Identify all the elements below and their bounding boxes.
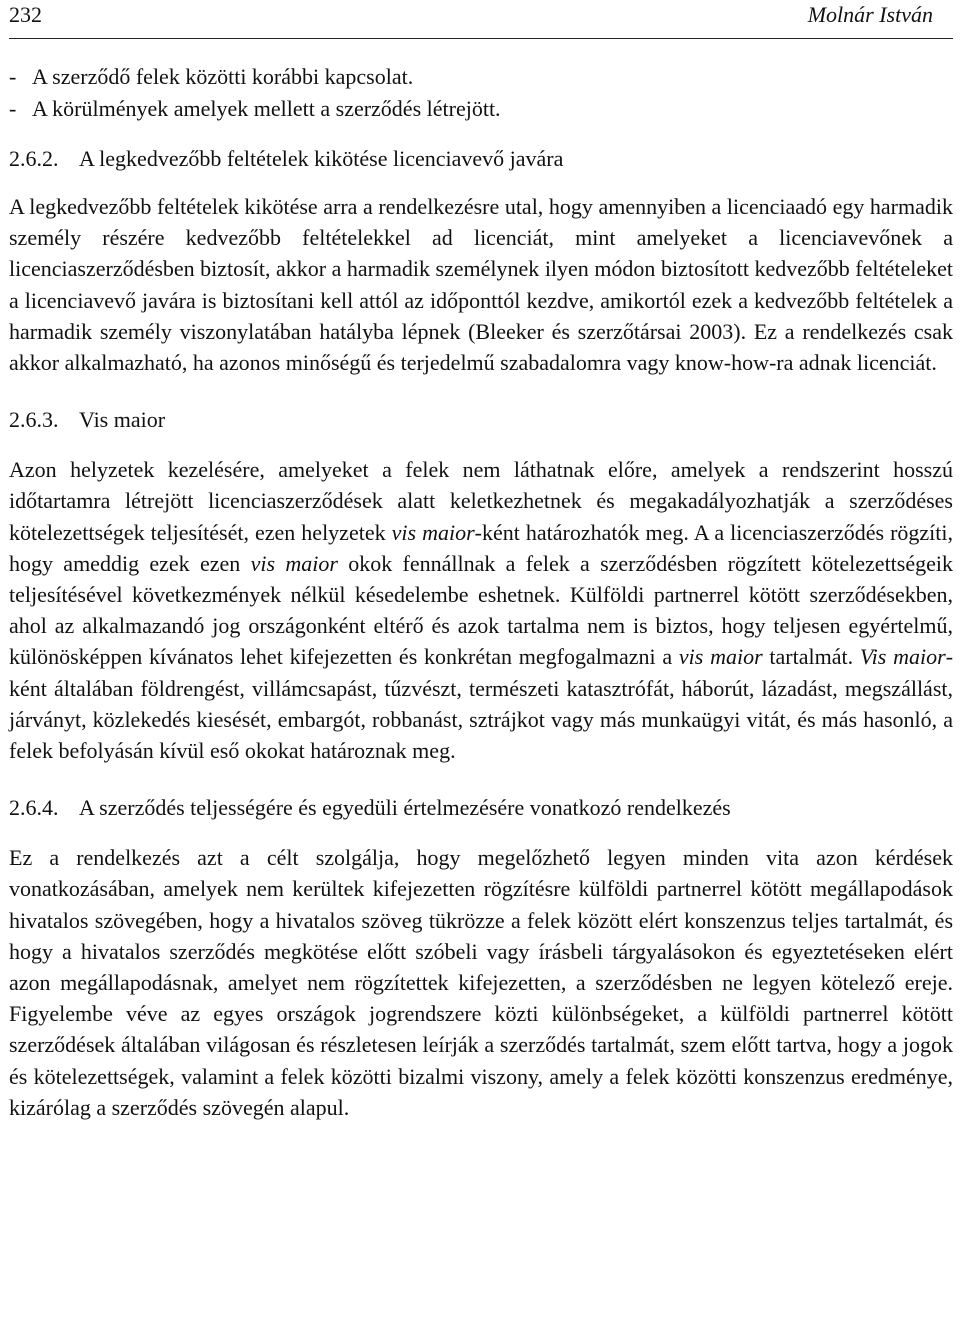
- latin-term: vis maior: [250, 550, 338, 576]
- intro-list: [9, 61, 953, 125]
- section-2-6-3: [9, 404, 953, 766]
- list-item: - A szerződő felek közötti korábbi kapcsolat.: [9, 64, 414, 89]
- section-title: A legkedvezőbb feltételek kikötése licenciavevő javára: [79, 146, 564, 171]
- section-heading: [9, 792, 953, 824]
- section-heading: [9, 404, 953, 436]
- page-number: 232: [9, 2, 42, 27]
- latin-term: Vis maior: [859, 644, 946, 670]
- body-paragraph: Azon helyzetek kezelésére, amelyeket a felek nem láthatnak előre, amelyek a rendszerint hosszú időtartamra létrejött licenciaszerződések alatt keletkezhetnek és megakadályozhatják a szerződéses kötelezettségek teljesítését, ezen helyzetek vis maior-ként határozhatók meg. A a licenciaszerződés rögzíti, hogy ameddig ezek ezen vis maior okok fennállnak a felek a szerződésben rögzített kötelezettségeik teljesítésével következmények nélkül késedelembe eshetnek. Külföldi partnerrel kötött szerződésekben, ahol az alkalmazandó jog országonként eltérő és azok tartalma nem is biztos, hogy teljesen egyértelmű, különösképpen kívánatos lehet kifejezetten és konkrétan megfogalmazni a vis maior tartalmát. Vis maior-ként általában földrengést, villámcsapást, tűzvészt, természeti katasztrófát, háborút, lázadást, megszállást, járványt, közlekedés kiesését, embargót, robbanást, sztrájkot vagy más munkaügyi vitát, és más hasonló, a felek befolyásán kívül eső okokat határoznak meg.: [9, 457, 954, 764]
- section-number: 2.6.2.: [9, 146, 59, 171]
- section-number: 2.6.4.: [9, 795, 59, 821]
- section-title: Vis maior: [79, 407, 166, 433]
- author-name: Molnár István: [807, 2, 933, 27]
- section-2-6-4: [9, 792, 953, 1123]
- section-number: 2.6.3.: [9, 407, 59, 433]
- latin-term: vis maior: [391, 519, 475, 545]
- list-item: - A körülmények amelyek mellett a szerződés létrejött.: [9, 96, 501, 121]
- document-page: [9, 0, 953, 1123]
- body-paragraph: A legkedvezőbb feltételek kikötése arra a rendelkezésre utal, hogy amennyiben a licenciaadó egy harmadik személy részére kedvezőbb feltételekkel ad licenciát, mint amelyeket a licenciavevőnek a licenciaszerződésben biztosít, akkor a harmadik személynek ilyen módon biztosított kedvezőbb feltételeket a licenciavevő javára is biztosítani kell attól az időponttól kezdve, amikortól ezek a kedvezőbb feltételek a harmadik személy viszonylatában hatályba lépnek (Bleeker és szerzőtársai 2003). Ez a rendelkezés csak akkor alkalmazható, ha azonos minőségű és terjedelmű szabadalomra vagy know-how-ra adnak licenciát.: [9, 194, 953, 376]
- latin-term: vis maior: [678, 644, 763, 670]
- section-2-6-2: [9, 143, 953, 378]
- running-header: [9, 0, 953, 39]
- section-heading: [9, 143, 953, 175]
- body-paragraph: Ez a rendelkezés azt a célt szolgálja, hogy megelőzhető legyen minden vita azon kérdések vonatkozásában, amelyek nem kerültek kifejezetten rögzítésre külföldi partnerrel kötött megállapodások hivatalos szövegében, hogy a hivatalos szöveg tükrözze a felek között elért konszenzus teljes tartalmát, és hogy a hivatalos szerződés megkötése előtt szóbeli vagy írásbeli tárgyalásokon és egyeztetéseken elért azon megállapodásnak, amelyet nem rögzítettek kifejezetten, a szerződésben ne legyen kötelező ereje. Figyelembe véve az egyes országok jogrendszere közti különbségeket, a külföldi partnerrel kötött szerződések általában világosan és részletesen leírják a szerződés tartalmát, szem előtt tartva, hogy a jogok és kötelezettségek, valamint a felek közötti bizalmi viszony, amely a felek közötti konszenzus eredménye, kizárólag a szerződés szövegén alapul.: [9, 845, 953, 1120]
- section-title: A szerződés teljességére és egyedüli értelmezésére vonatkozó rendelkezés: [79, 795, 731, 821]
